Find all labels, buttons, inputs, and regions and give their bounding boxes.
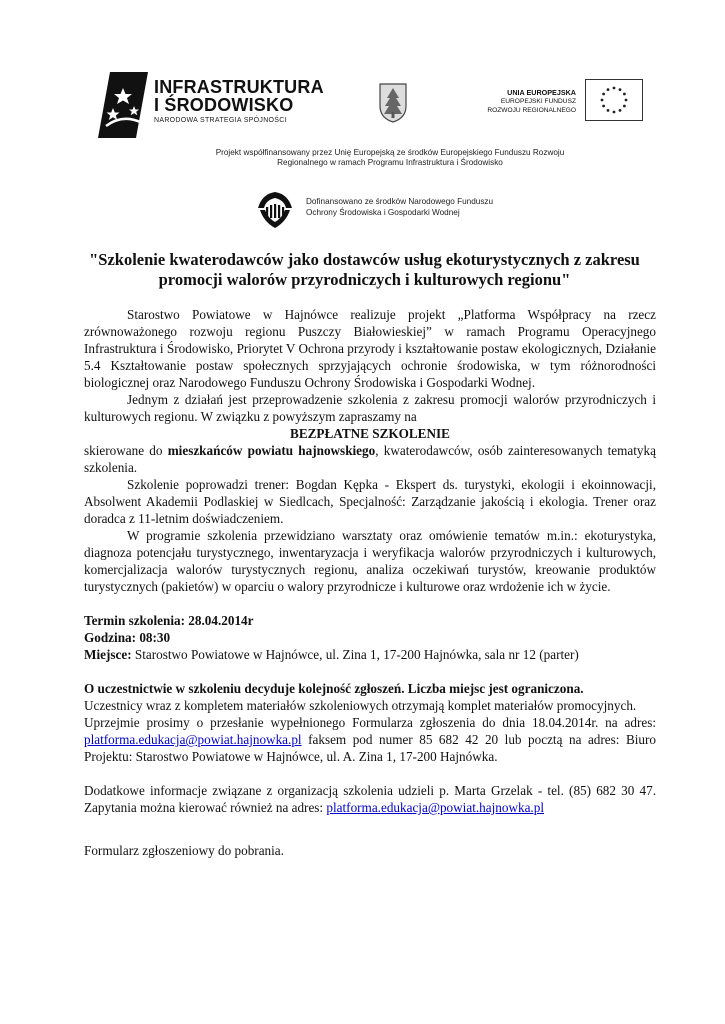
star-flag-icon: [96, 70, 152, 140]
email-link-2[interactable]: platforma.edukacja@powiat.hajnowka.pl: [326, 800, 544, 815]
nf-line-1: Dofinansowano ze środków Narodowego Funduszu: [306, 197, 494, 206]
training-place-value: Starostwo Powiatowe w Hajnówce, ul. Zina 1, 17-200 Hajnówka, sala nr 12 (parter): [131, 647, 579, 662]
info-pre: Dodatkowe informacje związane z organizacją szkolenia udzieli p. Marta Grzelak - tel. (85) 682 30 47. Zapytania można kierować również na adres:: [84, 783, 656, 815]
nfosigw-logo-icon: [252, 190, 298, 230]
nfosigw-text: [306, 197, 493, 218]
eu-flag-icon: [585, 79, 643, 121]
eu-line-1: UNIA EUROPEJSKA: [507, 88, 576, 97]
free-training-heading: [84, 425, 656, 442]
cofinancing-line-2: Regionalnego w ramach Programu Infrastruktura i Środowisko: [277, 158, 503, 167]
audience-post: , kwaterodawców, osób zainteresowanych tematyką szkolenia.: [84, 443, 656, 475]
info-paragraph: [84, 782, 656, 816]
free-training-heading-text: BEZPŁATNE SZKOLENIE: [290, 426, 450, 441]
intro-paragraph: Starostwo Powiatowe w Hajnówce realizuje projekt „Platforma Współpracy na rzecz zrównoważonego rozwoju regionu Puszczy Białowieskiej” w ramach Programu Operacyjnego Infrastruktura i Środowisko, Priorytet V Ochrona przyrody i kształtowanie postaw ekologicznych, Działanie 5.4 Kształtowanie postaw społecznych sprzyjających ochronie środowiska, w tym różnorodności biologicznej oraz Narodowego Funduszu Ochrony Środowiska i Gospodarki Wodnej.: [84, 307, 656, 390]
document-header: [0, 0, 725, 240]
audience-pre: skierowane do: [84, 443, 168, 458]
logo-line-2: I ŚRODOWISKO: [154, 95, 294, 115]
form-pre: Uprzejmie prosimy o przesłanie wypełnionego Formularza zgłoszenia do dnia 18.04.2014r. na adres:: [84, 715, 656, 730]
nf-line-2: Ochrony Środowiska i Gospodarki Wodnej: [306, 207, 460, 217]
form-paragraph: [84, 714, 656, 765]
document-body: [84, 306, 656, 859]
eu-line-3: ROZWOJU REGIONALNEGO: [487, 107, 576, 114]
title-line-1: "Szkolenie kwaterodawców jako dostawców usług ekoturystycznych z zakresu: [89, 250, 640, 269]
logo-line-1: INFRASTRUKTURA: [154, 77, 324, 97]
document-title: [82, 250, 647, 290]
infrastruktura-srodowisko-logo: [96, 70, 324, 140]
training-date: [84, 612, 656, 629]
form-post: faksem pod numer 85 682 42 20 lub pocztą na adres: Biuro Projektu: Starostwo Powiatowe w Hajnówce, ul. A. Zina 1, 17-200 Hajnówka.: [84, 732, 656, 764]
download-note: Formularz zgłoszeniowy do pobrania.: [84, 843, 284, 858]
eu-fund-text: [470, 88, 576, 115]
training-place-label: Miejsce:: [84, 647, 132, 662]
order-notice-text: O uczestnictwie w szkoleniu decyduje kolejność zgłoszeń. Liczba miejsc jest ograniczona.: [84, 681, 584, 696]
title-line-2: promocji walorów przyrodniczych i kulturowych regionu": [158, 270, 571, 289]
materials-paragraph: Uczestnicy wraz z kompletem materiałów szkoleniowych otrzymają komplet materiałów promocyjnych.: [84, 698, 637, 713]
logo-subtitle: NARODOWA STRATEGIA SPÓJNOŚCI: [154, 117, 287, 124]
training-time: [84, 629, 656, 646]
email-link-1[interactable]: platforma.edukacja@powiat.hajnowka.pl: [84, 732, 302, 747]
audience-bold: mieszkańców powiatu hajnowskiego: [167, 443, 376, 458]
order-notice: [84, 680, 656, 697]
trainer-paragraph: Szkolenie poprowadzi trener: Bogdan Kępka - Ekspert ds. turystyki, ekologii i ekoinnowacji, Absolwent Akademii Podlaskiej w Siedlcach, Specjalność: Zarządzanie jakością i ekologia. Trener oraz doradca z 11-letnim doświadczeniem.: [84, 477, 656, 526]
invitation-paragraph: Jednym z działań jest przeprowadzenie szkolenia z zakresu promocji walorów przyrodniczych i kulturowych regionu. W związku z powyższym zapraszamy na: [84, 392, 656, 424]
cofinancing-line-1: Projekt współfinansowany przez Unię Europejską ze środków Europejskiego Funduszu Rozwoju: [215, 148, 565, 157]
training-date-text: Termin szkolenia: 28.04.2014r: [84, 613, 254, 628]
training-place: [84, 646, 656, 663]
audience-paragraph: [84, 442, 656, 476]
program-paragraph: W programie szkolenia przewidziano warsztaty oraz omówienie tematów m.in.: ekoturystyka, diagnoza potencjału turystycznego, inwentaryzacja i weryfikacja walorów przyrodniczych i kulturowych, komercjalizacja walorów turystycznych regionu, analiza oczekiwań turystów, kreowanie produktów turystycznych (pakietów) w oparciu o walory przyrodnicze i kulturowe oraz wrdożenie ich w życie.: [84, 528, 656, 594]
county-crest-icon: [378, 82, 408, 124]
training-time-text: Godzina: 08:30: [84, 630, 171, 645]
eu-line-2: EUROPEJSKI FUNDUSZ: [500, 98, 576, 105]
